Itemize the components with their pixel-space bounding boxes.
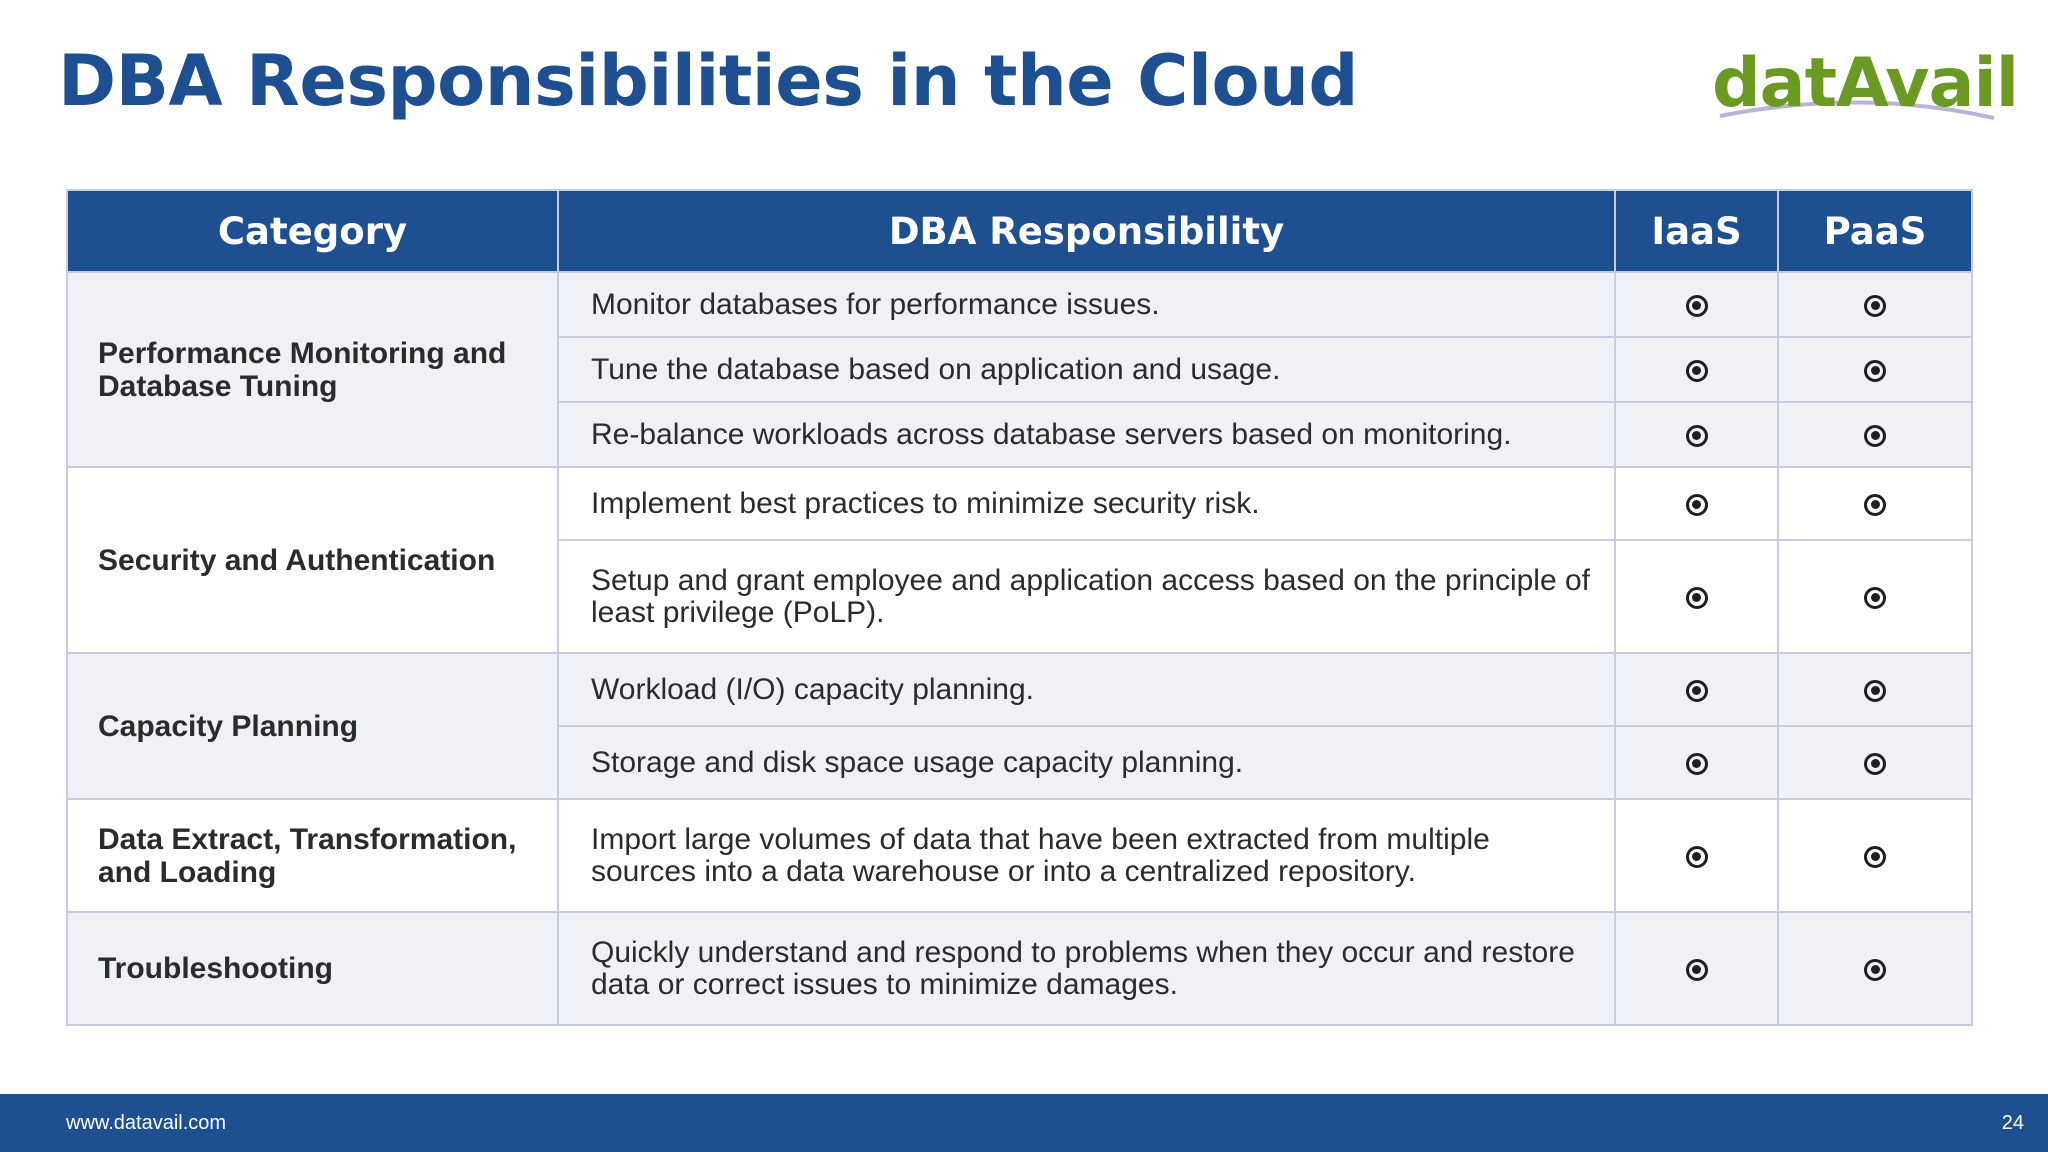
footer-url: www.datavail.com bbox=[66, 1112, 227, 1134]
header-iaas: IaaS bbox=[1615, 190, 1778, 272]
footer-bar bbox=[0, 1094, 2048, 1152]
radio-bullet-icon bbox=[1686, 360, 1708, 382]
responsibility-cell: Quickly understand and respond to problems when they occur and restore data or correct issues to minimize damages. bbox=[558, 912, 1615, 1025]
radio-bullet-icon bbox=[1864, 494, 1886, 516]
iaas-mark-cell bbox=[1615, 912, 1778, 1025]
table-row bbox=[67, 912, 1972, 1025]
paas-mark-cell bbox=[1778, 912, 1972, 1025]
radio-bullet-icon bbox=[1864, 295, 1886, 317]
paas-mark-cell bbox=[1778, 337, 1972, 402]
iaas-mark-cell bbox=[1615, 337, 1778, 402]
category-cell: Data Extract, Transformation, and Loading bbox=[67, 799, 558, 912]
paas-mark-cell bbox=[1778, 653, 1972, 726]
iaas-mark-cell bbox=[1615, 653, 1778, 726]
datavail-logo bbox=[1712, 44, 2019, 130]
iaas-mark-cell bbox=[1615, 540, 1778, 653]
paas-mark-cell bbox=[1778, 726, 1972, 799]
iaas-mark-cell bbox=[1615, 799, 1778, 912]
responsibility-cell: Workload (I/O) capacity planning. bbox=[558, 653, 1615, 726]
radio-bullet-icon bbox=[1686, 959, 1708, 981]
radio-bullet-icon bbox=[1686, 494, 1708, 516]
radio-bullet-icon bbox=[1686, 425, 1708, 447]
paas-mark-cell bbox=[1778, 799, 1972, 912]
slide-title: DBA Responsibilities in the Cloud bbox=[58, 40, 1359, 122]
category-cell: Capacity Planning bbox=[67, 653, 558, 799]
table-row bbox=[67, 653, 1972, 726]
table-row bbox=[67, 467, 1972, 540]
category-cell: Security and Authentication bbox=[67, 467, 558, 653]
radio-bullet-icon bbox=[1864, 753, 1886, 775]
radio-bullet-icon bbox=[1864, 959, 1886, 981]
paas-mark-cell bbox=[1778, 402, 1972, 467]
radio-bullet-icon bbox=[1864, 425, 1886, 447]
radio-bullet-icon bbox=[1686, 587, 1708, 609]
responsibility-cell: Tune the database based on application and usage. bbox=[558, 337, 1615, 402]
responsibility-cell: Import large volumes of data that have been extracted from multiple sources into a data warehouse or into a centralized repository. bbox=[558, 799, 1615, 912]
page-number: 24 bbox=[2001, 1112, 2024, 1134]
radio-bullet-icon bbox=[1864, 680, 1886, 702]
responsibility-cell: Monitor databases for performance issues. bbox=[558, 272, 1615, 337]
logo-text: datAvail bbox=[1712, 44, 2019, 123]
radio-bullet-icon bbox=[1864, 587, 1886, 609]
radio-bullet-icon bbox=[1864, 360, 1886, 382]
header-paas: PaaS bbox=[1778, 190, 1972, 272]
radio-bullet-icon bbox=[1686, 846, 1708, 868]
paas-mark-cell bbox=[1778, 272, 1972, 337]
table-row bbox=[67, 272, 1972, 337]
iaas-mark-cell bbox=[1615, 467, 1778, 540]
responsibility-cell: Storage and disk space usage capacity planning. bbox=[558, 726, 1615, 799]
paas-mark-cell bbox=[1778, 540, 1972, 653]
responsibility-table bbox=[66, 189, 1973, 1026]
iaas-mark-cell bbox=[1615, 402, 1778, 467]
header-responsibility: DBA Responsibility bbox=[558, 190, 1615, 272]
responsibility-cell: Implement best practices to minimize security risk. bbox=[558, 467, 1615, 540]
radio-bullet-icon bbox=[1864, 846, 1886, 868]
table-header-row bbox=[67, 190, 1972, 272]
responsibility-cell: Re-balance workloads across database servers based on monitoring. bbox=[558, 402, 1615, 467]
table-row bbox=[67, 799, 1972, 912]
paas-mark-cell bbox=[1778, 467, 1972, 540]
header-category: Category bbox=[67, 190, 558, 272]
iaas-mark-cell bbox=[1615, 272, 1778, 337]
category-cell: Troubleshooting bbox=[67, 912, 558, 1025]
radio-bullet-icon bbox=[1686, 295, 1708, 317]
responsibility-cell: Setup and grant employee and application access based on the principle of least privilege (PoLP). bbox=[558, 540, 1615, 653]
radio-bullet-icon bbox=[1686, 753, 1708, 775]
radio-bullet-icon bbox=[1686, 680, 1708, 702]
category-cell: Performance Monitoring and Database Tuning bbox=[67, 272, 558, 467]
iaas-mark-cell bbox=[1615, 726, 1778, 799]
